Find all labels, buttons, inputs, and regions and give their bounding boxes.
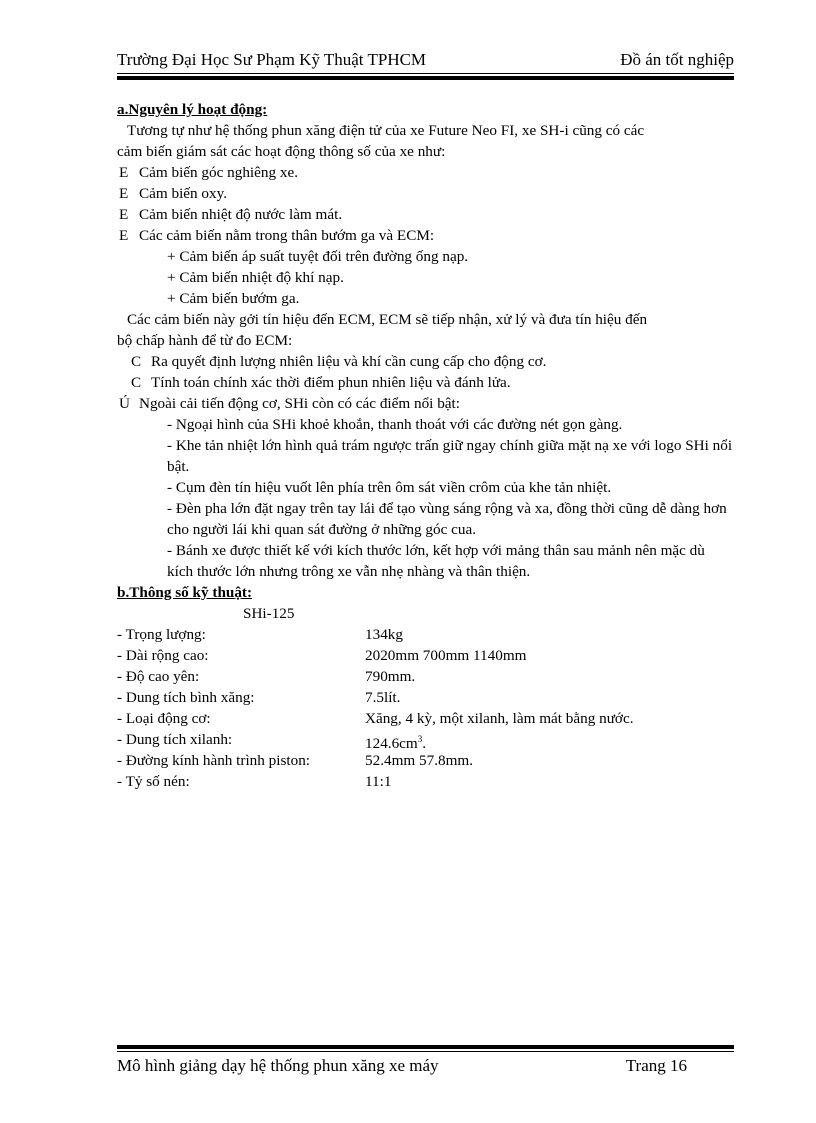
bullet-symbol: E bbox=[119, 185, 129, 202]
spec-row bbox=[117, 729, 734, 753]
spec-value: 790mm. bbox=[365, 668, 416, 685]
header-document-type: Đồ án tốt nghiệp bbox=[620, 50, 734, 69]
bullet-symbol: E bbox=[119, 164, 129, 181]
page-body bbox=[117, 99, 734, 792]
list-item: E Cảm biến nhiệt độ nước làm mát. bbox=[119, 206, 343, 223]
footer-title: Mô hình giảng dạy hệ thống phun xăng xe máy bbox=[117, 1056, 439, 1075]
spec-value: Xăng, 4 kỳ, một xilanh, làm mát bằng nước. bbox=[365, 710, 634, 727]
feature-item: - Ngoại hình của SHi khoẻ khoắn, thanh thoát với các đường nét gọn gàng. bbox=[167, 416, 623, 433]
spec-label: - Độ cao yên: bbox=[117, 668, 200, 685]
bullet-symbol: C bbox=[131, 353, 142, 370]
page-footer bbox=[117, 1056, 734, 1078]
spec-row bbox=[117, 624, 734, 645]
spec-label: - Đường kính hành trình piston: bbox=[117, 752, 311, 769]
header-school-name: Trường Đại Học Sư Phạm Kỹ Thuật TPHCM bbox=[117, 50, 427, 69]
section-a-title: a.Nguyên lý hoạt động: bbox=[117, 101, 268, 118]
section-a-paragraph-2-line-1: Các cảm biến này gởi tín hiệu đến ECM, ECM sẽ tiếp nhận, xử lý và đưa tín hiệu đến bbox=[127, 311, 648, 328]
feature-item: - Đèn pha lớn đặt ngay trên tay lái để tạo vùng sáng rộng và xa, đồng thời cũng dễ dàng hơn cho người lái khi quan sát đường ở những góc cua. bbox=[167, 500, 727, 538]
page-number: Trang 16 bbox=[625, 1056, 687, 1075]
header-rule-thin bbox=[117, 73, 734, 74]
list-item: E Cảm biến góc nghiêng xe. bbox=[119, 164, 299, 181]
sub-list-item: + Cảm biến nhiệt độ khí nạp. bbox=[167, 269, 344, 286]
spec-value: $124.6cm^3$. bbox=[365, 734, 427, 753]
spec-label: - Tỷ số nén: bbox=[117, 773, 190, 790]
bullet-symbol: E bbox=[119, 206, 129, 223]
list-item: E Các cảm biến nằm trong thân bướm ga và ECM: bbox=[119, 227, 435, 244]
header-rule-thick bbox=[117, 76, 734, 80]
section-a-intro-line-1: Tương tự như hệ thống phun xăng điện tử của xe Future Neo FI, xe SH-i cũng có các bbox=[127, 122, 645, 139]
sub-list-item: + Cảm biến áp suất tuyệt đối trên đường ống nạp. bbox=[167, 248, 469, 265]
spec-row bbox=[117, 687, 734, 708]
spec-label: - Dung tích xilanh: bbox=[117, 731, 233, 748]
improvement-intro: Ú Ngoài cải tiến động cơ, SHi còn có các điểm nổi bật: bbox=[119, 395, 460, 412]
spec-row bbox=[117, 708, 734, 729]
spec-label: - Dài rộng cao: bbox=[117, 647, 209, 664]
spec-row bbox=[117, 645, 734, 666]
page-header bbox=[117, 50, 734, 72]
spec-value: 52.4mm 57.8mm. bbox=[365, 752, 474, 769]
spec-value: 11:1 bbox=[365, 773, 392, 790]
list-item: C Ra quyết định lượng nhiên liệu và khí cần cung cấp cho động cơ. bbox=[117, 351, 734, 372]
bullet-symbol: C bbox=[131, 374, 142, 391]
spec-label: - Trọng lượng: bbox=[117, 626, 206, 643]
list-item: E Cảm biến oxy. bbox=[119, 185, 228, 202]
spec-label: - Loại động cơ: bbox=[117, 710, 211, 727]
spec-row bbox=[117, 666, 734, 687]
feature-item: - Khe tản nhiệt lớn hình quả trám ngược trấn giữ ngay chính giữa mặt nạ xe với logo SHi nổi bật. bbox=[167, 437, 733, 475]
spec-value: 7.5lít. bbox=[365, 689, 401, 706]
sub-list-item: + Cảm biến bướm ga. bbox=[167, 290, 300, 307]
bullet-symbol: Ú bbox=[119, 395, 130, 412]
footer-rule-thick bbox=[117, 1045, 734, 1049]
spec-row bbox=[117, 750, 734, 771]
superscript: 3 bbox=[417, 734, 423, 744]
feature-item: - Cụm đèn tín hiệu vuốt lên phía trên ôm sát viền crôm của khe tản nhiệt. bbox=[167, 479, 612, 496]
model-name: SHi-125 bbox=[243, 605, 295, 622]
list-item: C Tính toán chính xác thời điểm phun nhiên liệu và đánh lửa. bbox=[117, 372, 734, 393]
section-a-intro-line-2: cảm biến giám sát các hoạt động thông số của xe như: bbox=[117, 143, 446, 160]
spec-value: 134kg bbox=[365, 626, 403, 643]
spec-value: 2020mm 700mm 1140mm bbox=[365, 647, 527, 664]
bullet-symbol: E bbox=[119, 227, 129, 244]
spec-label: - Dung tích bình xăng: bbox=[117, 689, 255, 706]
section-b-title: b.Thông số kỹ thuật: bbox=[117, 584, 253, 601]
section-a-paragraph-2-line-2: bộ chấp hành để từ đo ECM: bbox=[117, 332, 293, 349]
feature-item: - Bánh xe được thiết kế với kích thước lớn, kết hợp với mảng thân sau mảnh nên mặc dù kích thước lớn nhưng trông xe vẫn nhẹ nhàng và thân thiện. bbox=[167, 542, 705, 580]
spec-row bbox=[117, 771, 734, 792]
footer-rule-thin bbox=[117, 1051, 734, 1052]
